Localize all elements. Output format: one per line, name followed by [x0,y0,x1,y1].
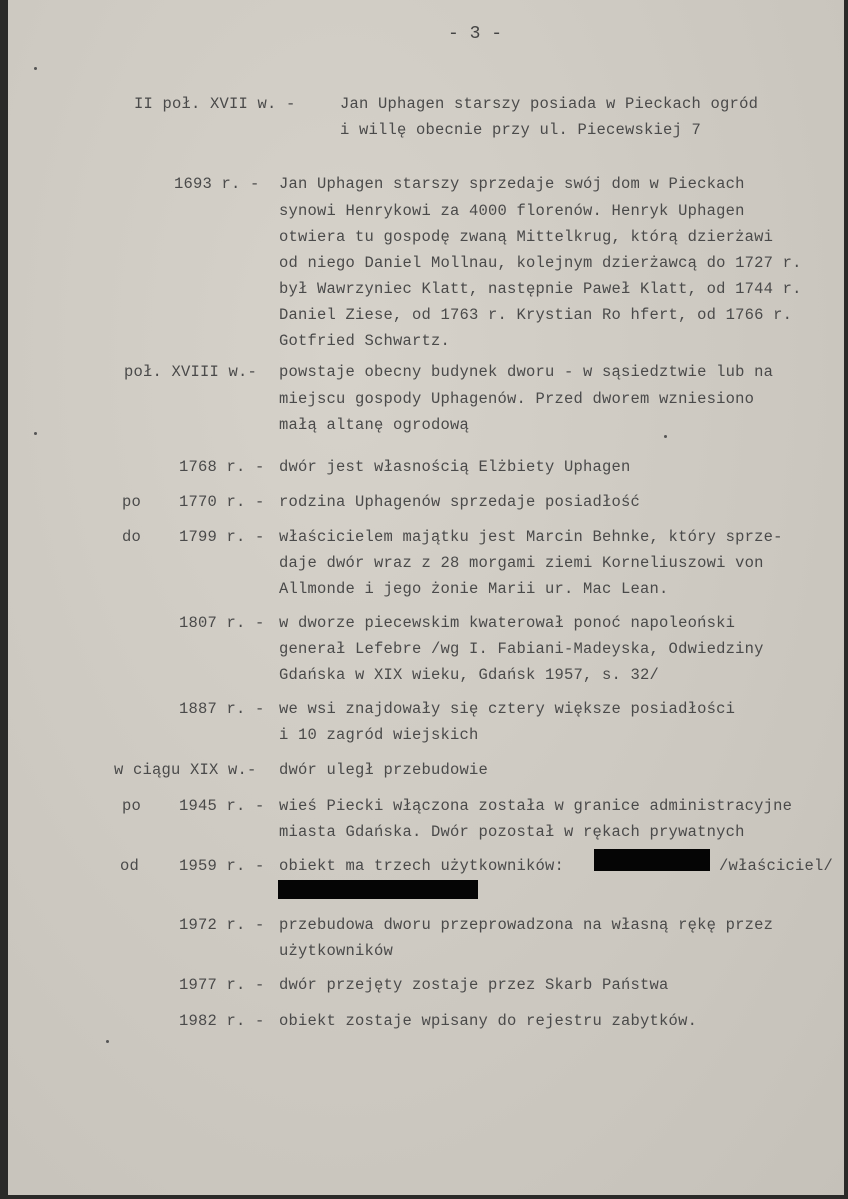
entry-line: dwór uległ przebudowie [279,761,489,779]
entry-line: małą altanę ogrodową [279,416,470,434]
entry-line: użytkowników [279,942,394,960]
entry-line: daje dwór wraz z 28 morgami ziemi Korneliuszowi von [279,554,764,572]
entry-date: 1770 r. - [179,493,265,511]
entry-line: otwiera tu gospodę zwaną Mittelkrug, którą dzierżawi [279,228,774,246]
entry-line: synowi Henrykowi za 4000 florenów. Henryk Uphagen [279,202,745,220]
entry-line: powstaje obecny budynek dworu - w sąsiedztwie lub na [279,363,774,381]
entry-line: Allmonde i jego żonie Marii ur. Mac Lean. [279,580,669,598]
paper-speck [106,1040,109,1043]
intro-label: II poł. XVII w. - [134,95,296,113]
entry-prefix: po [122,797,142,815]
entry-date: 1799 r. - [179,528,265,546]
entry-line: wieś Piecki włączona została w granice administracyjne [279,797,793,815]
entry-prefix: do [122,528,142,546]
paper-speck [34,432,37,435]
entry-date: 1693 r. - [174,175,260,193]
entry-line: miejscu gospody Uphagenów. Przed dworem wzniesiono [279,390,755,408]
entry-date: 1977 r. - [179,976,265,994]
paper-speck [664,435,667,438]
entry-line: rodzina Uphagenów sprzedaje posiadłość [279,493,641,511]
entry-prefix: po [122,493,142,511]
page-number: - 3 - [448,24,503,44]
entry-line: dwór jest własnością Elżbiety Uphagen [279,458,631,476]
entry-line: miasta Gdańska. Dwór pozostał w rękach prywatnych [279,823,745,841]
entry-line: Jan Uphagen starszy sprzedaje swój dom w Pieckach [279,175,745,193]
entry-line: Gdańska w XIX wieku, Gdańsk 1957, s. 32/ [279,666,660,684]
redaction-bar [594,849,710,871]
entry-line: właścicielem majątku jest Marcin Behnke, który sprze- [279,528,783,546]
entry-prefix: od [120,857,140,875]
entry-line: obiekt zostaje wpisany do rejestru zabytków. [279,1012,698,1030]
entry-date: 1982 r. - [179,1012,265,1030]
entry-line: Gotfried Schwartz. [279,332,451,350]
entry-date: 1807 r. - [179,614,265,632]
entry-line: był Wawrzyniec Klatt, następnie Paweł Klatt, od 1744 r. [279,280,802,298]
entry-line: przebudowa dworu przeprowadzona na własną rękę przez [279,916,774,934]
entry-line: generał Lefebre /wg I. Fabiani-Madeyska, Odwiedziny [279,640,764,658]
entry-date: 1768 r. - [179,458,265,476]
entry-date: 1972 r. - [179,916,265,934]
paper-speck [34,67,37,70]
entry-line: od niego Daniel Mollnau, kolejnym dzierżawcą do 1727 r. [279,254,802,272]
intro-line: Jan Uphagen starszy posiada w Pieckach ogród [340,95,759,113]
entry-line: Daniel Ziese, od 1763 r. Krystian Ro hfert, od 1766 r. [279,306,793,324]
entry-date: 1959 r. - [179,857,265,875]
entry-date: w ciągu XIX w.- [114,761,257,779]
entry-line: obiekt ma trzech użytkowników: [279,857,565,875]
entry-line: /właściciel/ [719,857,834,875]
document-page [8,0,844,1195]
entry-line: dwór przejęty zostaje przez Skarb Państwa [279,976,669,994]
entry-line: i 10 zagród wiejskich [279,726,479,744]
entry-line: we wsi znajdowały się cztery większe posiadłości [279,700,736,718]
entry-date: poł. XVIII w.- [124,363,258,381]
entry-line: w dworze piecewskim kwaterował ponoć napoleoński [279,614,736,632]
intro-line: i willę obecnie przy ul. Piecewskiej 7 [340,121,702,139]
redaction-bar [278,880,478,899]
entry-date: 1887 r. - [179,700,265,718]
entry-date: 1945 r. - [179,797,265,815]
